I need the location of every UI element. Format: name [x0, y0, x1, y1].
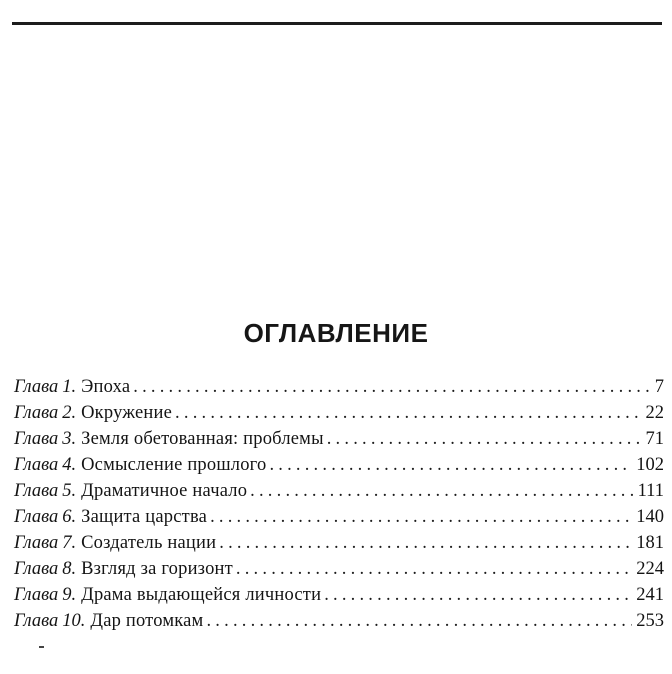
toc-entry[interactable]: [14, 429, 664, 455]
toc-entry[interactable]: [14, 585, 664, 611]
chapter-title: Окружение: [81, 403, 173, 423]
print-artifact: [39, 646, 44, 648]
chapter-label: Глава: [14, 429, 59, 449]
chapter-label: Глава: [14, 507, 59, 527]
dot-leader: [206, 611, 632, 632]
chapter-label: Глава: [14, 585, 59, 605]
chapter-number: 9.: [62, 585, 77, 605]
chapter-title: Драма выдающейся личности: [81, 585, 322, 605]
chapter-number: 10.: [62, 611, 86, 631]
toc-entry[interactable]: [14, 455, 664, 481]
page-number: 181: [636, 533, 664, 553]
chapter-number: 1.: [62, 377, 77, 397]
top-rule: [12, 22, 662, 25]
dot-leader: [250, 481, 633, 502]
chapter-title: Осмысление прошлого: [81, 455, 267, 475]
dot-leader: [133, 377, 651, 398]
dot-leader: [327, 429, 642, 450]
toc-entry[interactable]: [14, 611, 664, 637]
chapter-label: Глава: [14, 377, 59, 397]
chapter-number: 6.: [62, 507, 77, 527]
page-number: 241: [636, 585, 664, 605]
chapter-title: Драматичное начало: [81, 481, 248, 501]
page-number: 224: [636, 559, 664, 579]
chapter-title: Взгляд за горизонт: [81, 559, 233, 579]
chapter-number: 7.: [62, 533, 77, 553]
toc-entry[interactable]: [14, 559, 664, 585]
chapter-number: 2.: [62, 403, 77, 423]
chapter-number: 8.: [62, 559, 77, 579]
toc-heading: ОГЛАВЛЕНИЕ: [243, 318, 429, 348]
chapter-label: Глава: [14, 559, 59, 579]
chapter-label: Глава: [14, 533, 59, 553]
page-number: 22: [645, 403, 664, 423]
chapter-label: Глава: [14, 403, 59, 423]
chapter-number: 4.: [62, 455, 77, 475]
page-number: 111: [637, 481, 664, 501]
chapter-label: Глава: [14, 611, 59, 631]
chapter-number: 5.: [62, 481, 77, 501]
dot-leader: [324, 585, 632, 606]
toc-entry[interactable]: [14, 507, 664, 533]
page-number: 102: [636, 455, 664, 475]
chapter-title: Дар потомкам: [90, 611, 204, 631]
toc-entry[interactable]: [14, 533, 664, 559]
toc-list: [14, 377, 664, 637]
dot-leader: [236, 559, 632, 580]
chapter-title: Защита царства: [81, 507, 208, 527]
page-number: 7: [654, 377, 664, 397]
page-number: 253: [636, 611, 664, 631]
dot-leader: [219, 533, 632, 554]
chapter-title: Создатель нации: [81, 533, 217, 553]
toc-entry[interactable]: [14, 403, 664, 429]
chapter-title: Земля обетованная: проблемы: [81, 429, 324, 449]
chapter-label: Глава: [14, 455, 59, 475]
dot-leader: [210, 507, 632, 528]
page-number: 71: [645, 429, 664, 449]
toc-entry[interactable]: [14, 481, 664, 507]
chapter-number: 3.: [62, 429, 77, 449]
page-number: 140: [636, 507, 664, 527]
chapter-title: Эпоха: [81, 377, 131, 397]
dot-leader: [175, 403, 641, 424]
chapter-label: Глава: [14, 481, 59, 501]
toc-entry[interactable]: [14, 377, 664, 403]
dot-leader: [269, 455, 632, 476]
